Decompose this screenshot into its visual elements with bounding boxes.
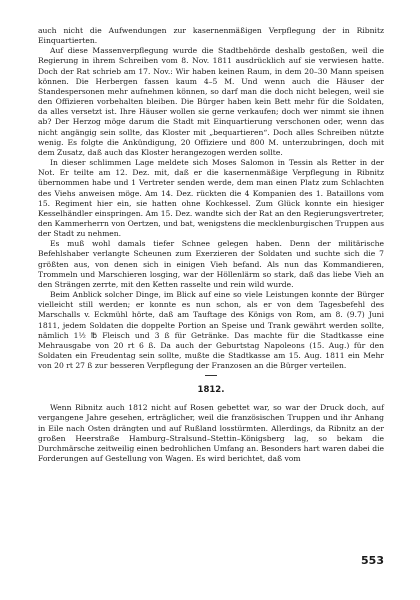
divider-rule [205, 375, 217, 376]
paragraph-mass-provisioning: Auf diese Massenverpflegung wurde die Stadtbehörde deshalb gestoßen, weil die Regierung in ihrem Schreiben vom 8. Nov. 1811 ausdrücklich auf sie verwiesen hatte. Doch der Rat schrieb am 17. Nov.: Wir haben keinen Raum, in dem 20–30 Mann speisen können. Die Herbergen fassen kaum 4–5 M. Und wenn auch die Häuser der Standespersonen mehr aufnehmen können, so darf man die doch nicht belegen, weil sie den Offizieren vorbehalten bleiben. Die Bürger haben kein Bett mehr für die Soldaten, da alles versetzt ist. Ihre Häuser wollen sie gerne verkaufen; doch wer nimmt sie ihnen ab? Der Herzog möge darum die Stadt mit Einquartierung verschonen oder, wenn das nicht angängig sein sollte, das Kloster mit „bequartieren“. Doch alles Schreiben nützte wenig. Es folgte die Ankündigung, 20 Offiziere und 800 M. unterzubringen, doch mit dem Zusatz, daß auch das Kloster herangezogen werden sollte. [38, 46, 384, 157]
paragraph-continuation: auch nicht die Aufwendungen zur kasernenmäßigen Verpflegung der in Ribnitz Einquartierten. [38, 26, 384, 46]
paragraph-moses-salomon: In dieser schlimmen Lage meldete sich Moses Salomon in Tessin als Retter in der Not. Er teilte am 12. Dez. mit, daß er die kasernenmäßige Verpflegung in Ribnitz übernommen habe und 1 Vertreter senden werde, dem man einen Platz zum Schlachten des Viehs anweisen möge. Am 14. Dez. rückten die 4 Kompanien des 1. Bataillons vom 15. Regiment hier ein, sie hatten ohne Kochkessel. Zum Glück konnte ein hiesiger Kesselhändler einspringen. Am 15. Dez. wandte sich der Rat an den Regierungsvertreter, den Kammerherrn von Oertzen, und bat, wenigstens die mecklenburgischen Truppen aus der Stadt zu nehmen. [38, 158, 384, 239]
paragraph-deep-snow: Es muß wohl damals tiefer Schnee gelegen haben. Denn der militärische Befehlshaber verlangte Scheunen zum Exerzieren der Soldaten und suchte sich die 7 größten aus, von denen sich in einigen Vieh befand. Als nun das Kommandieren, Trommeln und Marschieren losging, war der Höllenlärm so stark, daß das liebe Vieh an den Strängen zerrte, mit den Ketten rasselte und rein wild wurde. [38, 239, 384, 289]
paragraph-daily-order: Beim Anblick solcher Dinge, im Blick auf eine so viele Leistungen konnte der Bürger vielleicht still werden; er konnte es nun schon, als er von dem Tagesbefehl des Marschalls v. Eckmühl hörte, daß am Tauftage des Königs von Rom, am 8. (9.7) Juni 1811, jedem Soldaten die doppelte Portion an Speise und Trank gewährt werden sollte, nämlich 1½ ℔ Fleisch und 3 ß für Getränke. Das machte für die Stadtkasse eine Mehrausgabe von 20 rt 6 ß. Da auch der Geburtstag Napoleons (15. Aug.) für den Soldaten ein Freudentag sein sollte, mußte die Stadtkasse am 15. Aug. 1811 ein Mehr von 20 rt 27 ß zur besseren Verpflegung der Franzosen an die Bürger verteilen. [38, 290, 384, 371]
paragraph-year-1812: Wenn Ribnitz auch 1812 nicht auf Rosen gebettet war, so war der Druck doch, auf vergangene Jahre gesehen, erträglicher, weil die französischen Truppen und ihr Anhang in Eile nach Osten drängten und auf Rußland losstürmten. Allerdings, da Ribnitz an der großen Heerstraße Hamburg–Stralsund–Stettin–Königsberg lag, so bekam die Durchmärsche zeitweilig einen bedrohlichen Umfang an. Besonders hart waren dabei die Forderungen auf Gestellung von Wagen. Es wird berichtet, daß vom [38, 403, 384, 464]
section-divider [38, 375, 384, 376]
page-number: 553 [361, 554, 384, 567]
section-heading-year: 1812. [197, 385, 225, 396]
